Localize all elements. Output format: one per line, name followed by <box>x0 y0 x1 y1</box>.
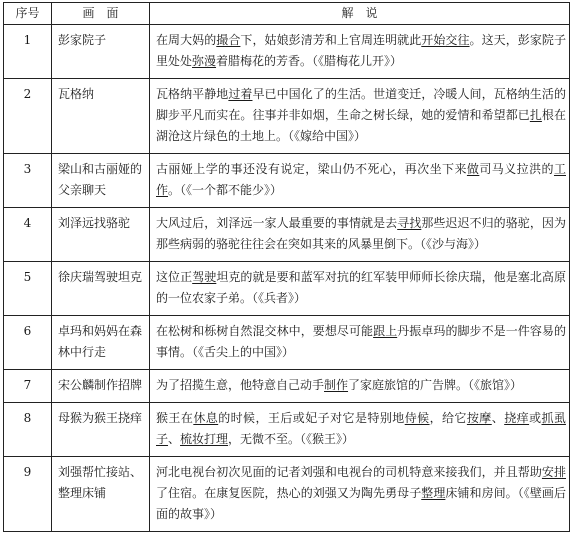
underlined-term: 驾驶 <box>192 270 217 284</box>
description-text: 的时候，王后或妃子对它是特别地 <box>218 411 405 425</box>
scene-cell: 瓦格纳 <box>52 79 150 154</box>
description-text: ，给它 <box>429 411 467 425</box>
description-cell <box>150 154 570 208</box>
description-text: 在松树和栎树自然混交林中，要想尽可能 <box>156 324 374 338</box>
row-number: 8 <box>4 403 52 457</box>
table-row <box>4 154 570 208</box>
scene-cell: 徐庆瑞驾驶坦克 <box>52 262 150 316</box>
table-row <box>4 79 570 154</box>
description-text: 丹振卓玛的脚步不是一件容易的事情。（《舌尖上的中国》） <box>156 324 566 359</box>
description-text: 根在湖沧这片绿色的土地上。（《嫁给中国》） <box>156 108 566 143</box>
row-number: 1 <box>4 25 52 79</box>
description-text: 河北电视台初次见面的记者刘强和电视台的司机特意来接我们，并且帮助 <box>156 465 542 479</box>
scene-cell: 刘泽远找骆驼 <box>52 208 150 262</box>
table-row <box>4 208 570 262</box>
description-text: 或 <box>529 411 542 425</box>
row-number: 4 <box>4 208 52 262</box>
underlined-term: 交往 <box>445 33 470 47</box>
table-row <box>4 403 570 457</box>
underlined-term: 做 <box>466 162 480 176</box>
underlined-term: 安排 <box>541 465 566 479</box>
underlined-term: 整理 <box>421 486 446 500</box>
description-cell <box>150 316 570 370</box>
header-scene: 画 面 <box>52 3 150 25</box>
underlined-term: 扎 <box>529 108 542 122</box>
description-text: 古丽娅上学的事还没有说定，梁山仍不死心，再次坐下来 <box>156 162 467 176</box>
description-cell <box>150 208 570 262</box>
description-cell <box>150 457 570 532</box>
underlined-term: 工作 <box>156 162 566 197</box>
description-text: 早已中国化了的生活。世道变迁，冷暖人间，瓦格纳生活的脚步平凡而实在。往事并非如烟，生命之树长绿，她的爱情和希望都已 <box>156 87 566 122</box>
description-text: 了家庭旅馆的广告牌。（《旅馆》） <box>348 378 523 392</box>
description-text: 瓦格纳平静地 <box>156 87 229 101</box>
underlined-term: 侍候 <box>404 411 430 425</box>
scene-cell: 刘强帮忙接站、整理床铺 <box>52 457 150 532</box>
description-cell <box>150 370 570 403</box>
header-desc: 解 说 <box>150 3 570 25</box>
description-text: 这位正 <box>156 270 193 284</box>
commentary-table <box>3 2 570 532</box>
underlined-term: 弥漫 <box>192 54 217 68</box>
header-row <box>4 3 570 25</box>
description-text: 床铺和房间。（《壁画后面的故事》） <box>156 486 566 521</box>
scene-cell: 梁山和古丽娅的父亲聊天 <box>52 154 150 208</box>
underlined-term: 跟上 <box>373 324 398 338</box>
underlined-term: 梳妆打理 <box>180 432 229 446</box>
header-num: 序号 <box>4 3 52 25</box>
underlined-term: 寻找 <box>397 216 422 230</box>
description-cell <box>150 262 570 316</box>
table-row <box>4 25 570 79</box>
row-number: 9 <box>4 457 52 532</box>
table-row <box>4 262 570 316</box>
underlined-term: 按摩 <box>466 411 492 425</box>
scene-cell: 卓玛和妈妈在森林中行走 <box>52 316 150 370</box>
underlined-term: 撮合 <box>216 33 241 47</box>
description-text: 司马义拉洪的 <box>479 162 554 176</box>
description-cell <box>150 403 570 457</box>
underlined-term: 开始 <box>421 33 446 47</box>
scene-cell: 宋公麟制作招牌 <box>52 370 150 403</box>
description-text: 大风过后，刘泽远一家人最重要的事情就是去 <box>156 216 398 230</box>
description-text: 坦克的就是要和蓝军对抗的红军装甲师师长徐庆瑞，他是塞北高原的一位农家子弟。（《兵者》） <box>156 270 566 305</box>
description-cell <box>150 25 570 79</box>
description-text: 。（《一个都不能少》） <box>168 183 283 197</box>
description-text: 、 <box>168 432 181 446</box>
description-text: 猴王在 <box>156 411 194 425</box>
underlined-term: 休息 <box>193 411 219 425</box>
table-row <box>4 316 570 370</box>
description-text: 、 <box>491 411 505 425</box>
table-row <box>4 457 570 532</box>
description-text: 着腊梅花的芳香。（《腊梅花儿开》） <box>216 54 403 68</box>
underlined-term: 过着 <box>228 87 253 101</box>
description-text: 那些迟迟不归的骆驼，因为那些病弱的骆驼往往会在突如其来的风暴里倒下。（《沙与海》） <box>156 216 566 251</box>
scene-cell: 彭家院子 <box>52 25 150 79</box>
description-text: 下，姑娘彭清芳和上官周连明就此 <box>240 33 422 47</box>
description-text: 。这天，彭家院子里处处 <box>156 33 566 68</box>
underlined-term: 抓虱子 <box>156 411 566 446</box>
underlined-term: 挠痒 <box>504 411 530 425</box>
description-text: 了住宿。在康复医院，热心的刘强又为陶先勇母子 <box>156 486 422 500</box>
description-cell <box>150 79 570 154</box>
underlined-term: 制作 <box>324 378 349 392</box>
description-text: 为了招揽生意，他特意自己动手 <box>156 378 325 392</box>
row-number: 3 <box>4 154 52 208</box>
scene-cell: 母猴为猴王挠痒 <box>52 403 150 457</box>
row-number: 6 <box>4 316 52 370</box>
description-text: 在周大妈的 <box>156 33 217 47</box>
row-number: 7 <box>4 370 52 403</box>
row-number: 2 <box>4 79 52 154</box>
description-text: ，无微不至。（《猴王》） <box>228 432 355 446</box>
row-number: 5 <box>4 262 52 316</box>
table-row <box>4 370 570 403</box>
